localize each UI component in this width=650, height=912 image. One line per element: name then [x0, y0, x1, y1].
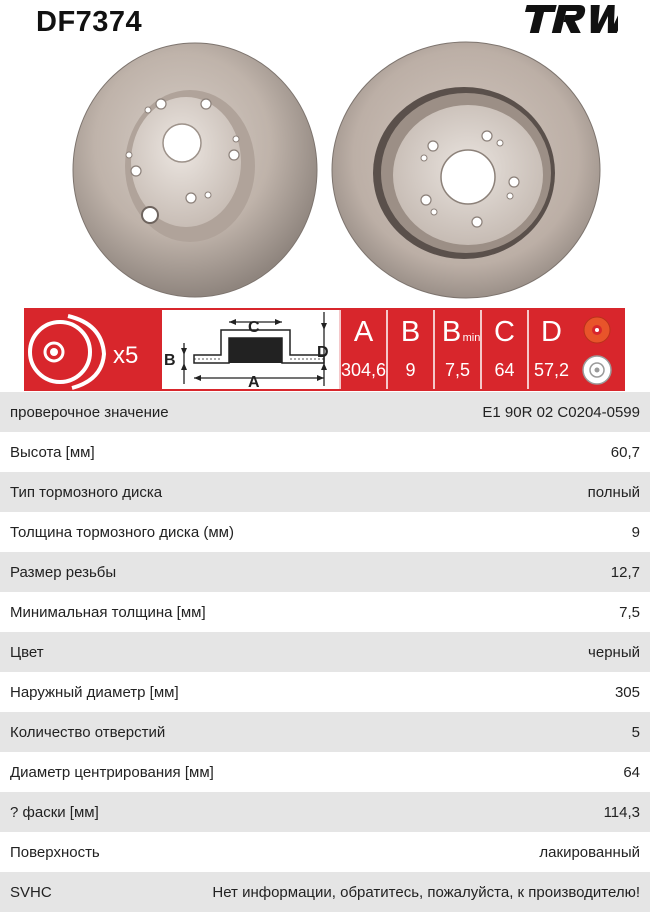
- table-row: [0, 392, 650, 432]
- row-label: ? фаски [мм]: [10, 803, 99, 821]
- brake-disc-front-image: [70, 38, 320, 303]
- row-label: Цвет: [10, 643, 44, 661]
- row-label: Высота [мм]: [10, 443, 95, 461]
- table-row: [0, 432, 650, 472]
- brand-logo: [516, 0, 618, 40]
- row-label: Минимальная толщина [мм]: [10, 603, 206, 621]
- row-label: проверочное значение: [10, 403, 169, 421]
- table-row: [0, 592, 650, 632]
- row-label: Наружный диаметр [мм]: [10, 683, 179, 701]
- dimension-letter: B: [400, 316, 421, 348]
- row-value: 5: [631, 723, 640, 741]
- table-row: [0, 512, 650, 552]
- dimension-value: 304,6: [340, 360, 387, 380]
- dimension-value: 57,2: [533, 360, 570, 380]
- row-value: полный: [587, 483, 640, 501]
- row-label: Количество отверстий: [10, 723, 166, 741]
- row-label: Размер резьбы: [10, 563, 117, 581]
- row-value: черный: [588, 643, 640, 661]
- table-row: [0, 552, 650, 592]
- dimension-value: 64: [494, 360, 515, 380]
- table-row: [0, 872, 650, 912]
- dimension-value: 7,5: [444, 360, 471, 380]
- dimension-letter: B: [441, 316, 462, 348]
- row-value: 60,7: [610, 443, 640, 461]
- vented-disc-icon: [584, 317, 610, 343]
- table-row: [0, 672, 650, 712]
- dim-letter-a: A: [248, 374, 260, 391]
- spec-table: [0, 392, 650, 912]
- product-header: [0, 0, 650, 305]
- table-row: [0, 752, 650, 792]
- row-value: 114,3: [603, 803, 640, 821]
- row-label: Тип тормозного диска: [10, 483, 163, 501]
- row-value: 64: [623, 763, 640, 781]
- dimension-spec-band: [24, 308, 625, 391]
- row-value: Нет информации, обратитесь, пожалуйста, к производителю!: [212, 883, 640, 901]
- dim-letter-c: C: [248, 319, 260, 336]
- holes-count-label: x5: [113, 342, 139, 369]
- row-value: 9: [631, 523, 640, 541]
- dim-letter-d: D: [317, 344, 329, 361]
- dim-letter-b: B: [164, 352, 176, 369]
- row-label: Диаметр центрирования [мм]: [10, 763, 214, 781]
- spec-band-graphics: [24, 308, 625, 391]
- row-value: 7,5: [619, 603, 640, 621]
- dimension-value: 9: [405, 360, 416, 380]
- table-row: [0, 712, 650, 752]
- row-value: 12,7: [610, 563, 640, 581]
- dimension-letter: C: [494, 316, 515, 348]
- row-value: 305: [614, 683, 640, 701]
- row-value: E1 90R 02 C0204-0599: [482, 403, 640, 421]
- table-row: [0, 472, 650, 512]
- dimension-columns: [340, 310, 569, 389]
- row-label: Толщина тормозного диска (мм): [10, 523, 234, 541]
- dimension-letter: D: [541, 316, 562, 348]
- row-label: Поверхность: [10, 843, 100, 861]
- solid-disc-icon: [583, 356, 611, 384]
- table-row: [0, 792, 650, 832]
- wheel-hub-icon: [30, 316, 104, 388]
- dimension-letter: A: [353, 316, 374, 348]
- row-label: SVHC: [10, 883, 52, 901]
- dimension-subscript: min: [462, 332, 481, 344]
- brake-disc-rear-image: [328, 40, 608, 302]
- row-value: лакированный: [539, 843, 640, 861]
- table-row: [0, 632, 650, 672]
- table-row: [0, 832, 650, 872]
- part-number: DF7374: [36, 6, 143, 38]
